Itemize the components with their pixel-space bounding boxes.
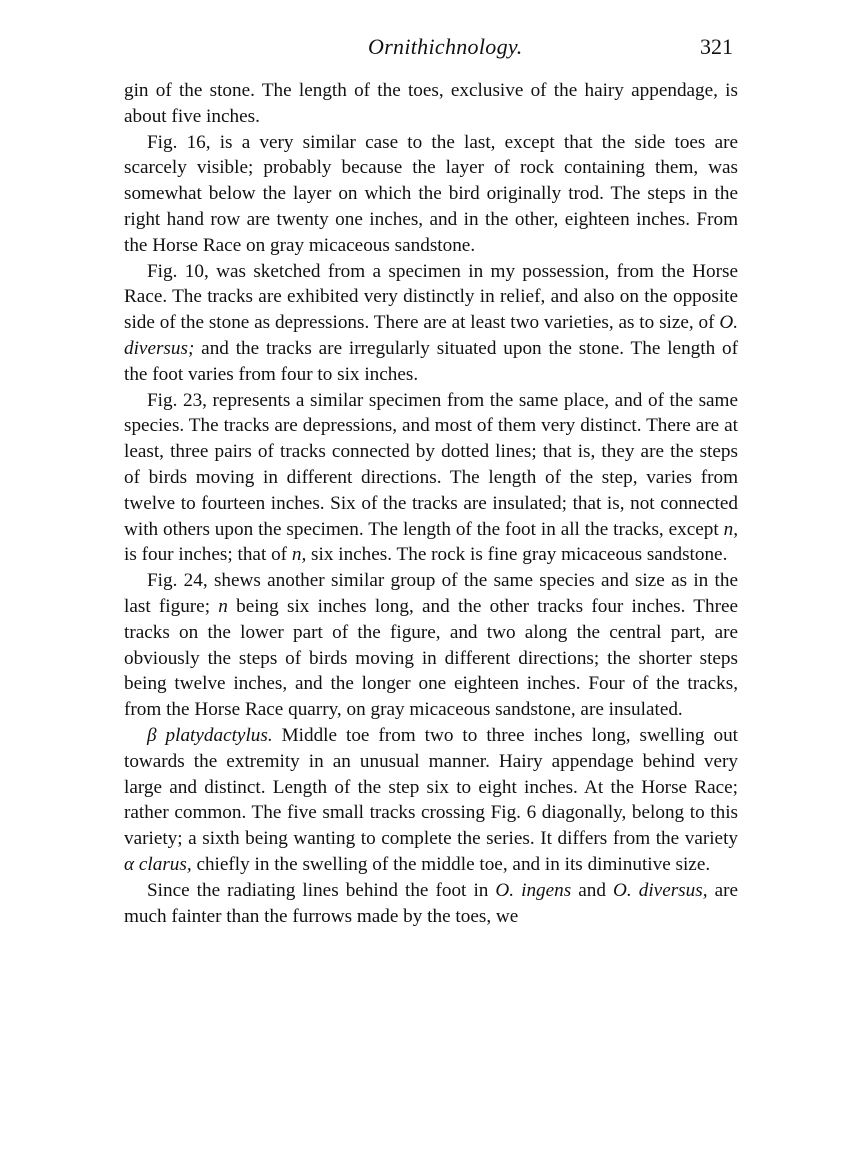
text-run: Fig. 24, shews another similar group of the same species and size as in the last figure;: [124, 570, 738, 617]
greek-letter: α: [124, 853, 135, 875]
text-run: Fig. 16, is a very similar case to the last, except that the side toes are scarcely visible; probably because the layer of rock containing them, was somewhat below the layer on which the bird originally trod. The steps in the right hand row are twenty one inches, and in the other, eighteen inches. From the Horse Race on gray micaceous sandstone.: [124, 131, 738, 256]
variety-name: clarus,: [134, 853, 192, 875]
text-run: gin of the stone. The length of the toes, exclusive of the hairy appendage, is about five inches.: [124, 80, 738, 127]
track-label: n,: [723, 518, 738, 540]
page-number: 321: [700, 34, 733, 59]
species-name: O. diversus,: [613, 879, 708, 901]
page-header: [0, 34, 850, 64]
text-run: chiefly in the swelling of the middle toe, and in its diminutive size.: [191, 853, 711, 875]
text-run: six inches. The rock is fine gray micaceous sandstone.: [306, 544, 728, 566]
paragraph-4: [124, 388, 738, 569]
text-run: is four inches; that of: [124, 544, 292, 566]
text-run: and: [571, 879, 614, 901]
text-run: Fig. 10, was sketched from a specimen in my possession, from the Horse Race. The tracks are exhibited very distinctly in relief, and also on the opposite side of the stone as depressions. There are at least two varieties, as to size, of: [124, 260, 738, 334]
running-title: Ornithichnology.: [368, 34, 523, 59]
paragraph-3: [124, 259, 738, 388]
species-name: O. ingens: [495, 879, 572, 901]
paragraph-7: [124, 878, 738, 930]
text-run: Middle toe from two to three inches long, swelling out towards the extremity in an unusual manner. Hairy appendage behind very large and distinct. Length of the step six to eight inches. At the Horse Race; rather common. The five small tracks crossing Fig. 6 diagonally, belong to this variety; a sixth being wanting to complete the series. It differs from the variety: [124, 724, 738, 850]
text-run: are much fainter than the furrows made by the toes, we: [124, 879, 738, 927]
text-run: being six inches long, and the other tracks four inches. Three tracks on the lower part of the figure, and two along the central part, are obviously the steps of birds moving in different directions; the shorter steps being twelve inches, and the longer one eighteen inches. Four of the tracks, from the Horse Race quarry, on gray micaceous sandstone, are insulated.: [124, 595, 738, 721]
track-label: n: [218, 595, 228, 617]
species-name: O. diversus;: [124, 312, 738, 359]
text-run: Fig. 23, represents a similar specimen from the same place, and of the same species. The tracks are depressions, and most of them very distinct. There are at least, three pairs of tracks connected by dotted lines; that is, they are the steps of birds moving in different directions. The length of the step, varies from twelve to fourteen inches. Six of the tracks are insulated; that is, not connected with others upon the specimen. The length of the foot in all the tracks, except: [124, 389, 738, 540]
text-run: and the tracks are irregularly situated upon the stone. The length of the foot varies from four to six inches.: [124, 337, 738, 385]
variety-name: platydactylus.: [156, 724, 273, 746]
paragraph-6: [124, 723, 738, 878]
track-label: n,: [291, 544, 307, 566]
paragraph-1: [124, 78, 738, 130]
paragraph-5: [124, 568, 738, 723]
body-text: [124, 78, 738, 929]
paragraph-2: [124, 130, 738, 259]
greek-letter: β: [147, 724, 157, 746]
text-run: Since the radiating lines behind the foot in: [147, 879, 496, 901]
